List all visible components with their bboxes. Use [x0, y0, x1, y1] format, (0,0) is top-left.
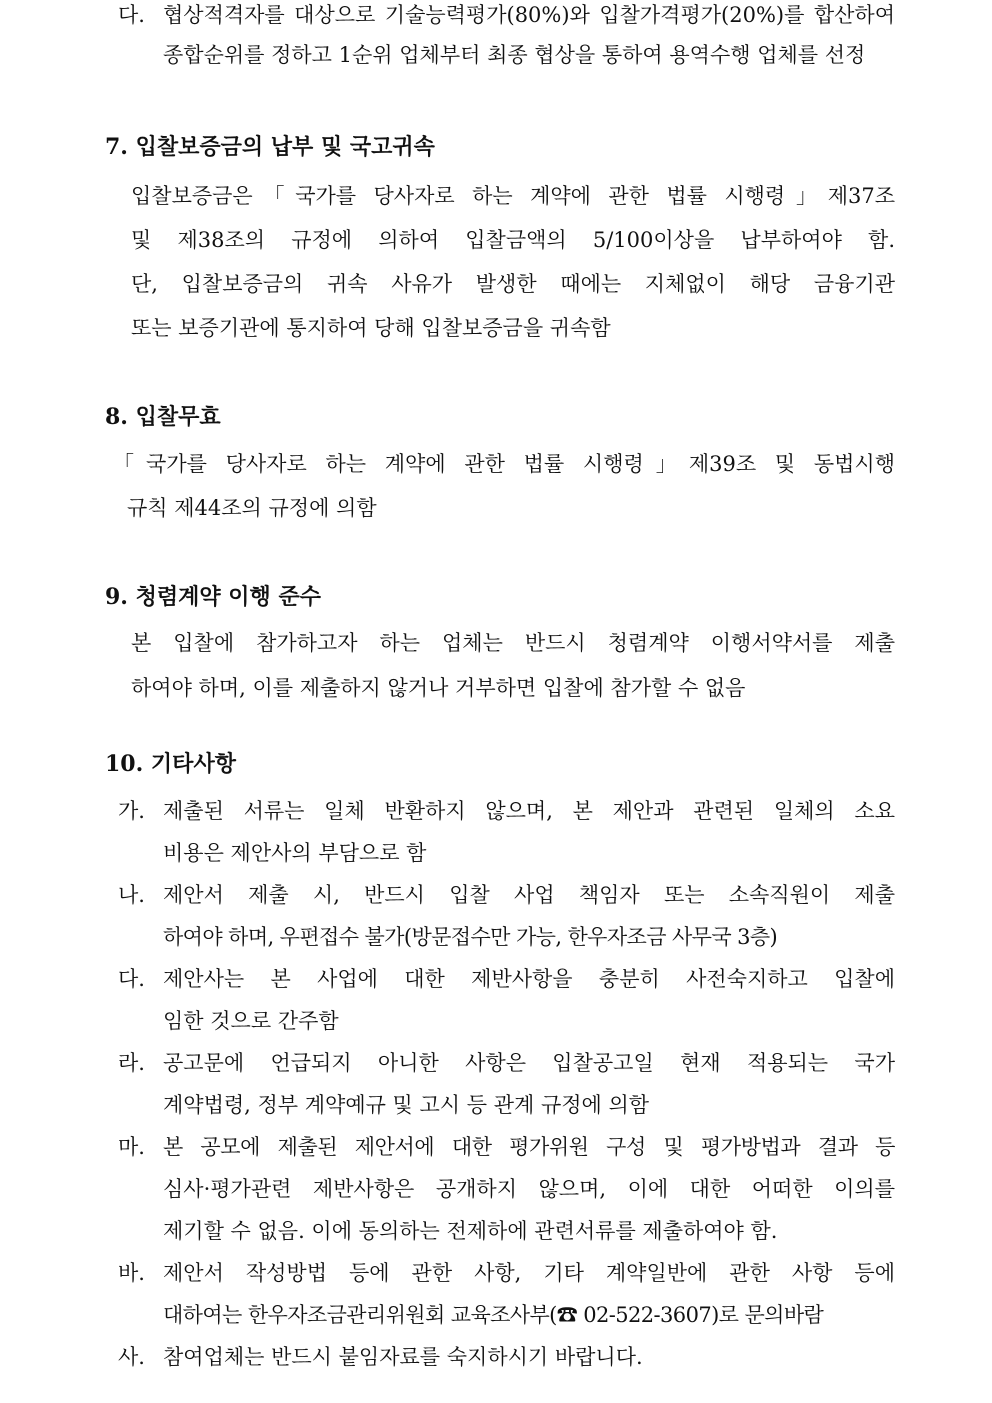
- item-marker: 바.: [118, 1261, 145, 1285]
- section-heading: 7. 입찰보증금의 납부 및 국고귀속: [105, 134, 435, 160]
- item-marker: 나.: [118, 883, 145, 907]
- item-marker: 다.: [118, 3, 145, 27]
- paragraph-line: 제기할 수 없음. 이에 동의하는 전제하에 관련서류를 제출하여야 함.: [163, 1219, 778, 1243]
- paragraph-line: 임한 것으로 간주함: [163, 1009, 339, 1033]
- paragraph-line: 본 입찰에 참가하고자 하는 업체는 반드시 청렴계약 이행서약서를 제출: [131, 631, 895, 655]
- paragraph-line: 공고문에 언급되지 아니한 사항은 입찰공고일 현재 적용되는 국가: [163, 1051, 895, 1075]
- paragraph-line: 「국가를 당사자로 하는 계약에 관한 법률 시행령」제39조 및 동법시행: [113, 452, 895, 476]
- paragraph-line: 단, 입찰보증금의 귀속 사유가 발생한 때에는 지체없이 해당 금융기관: [131, 272, 895, 296]
- paragraph-line: 하여야 하며, 우편접수 불가(방문접수만 가능, 한우자조금 사무국 3층): [163, 925, 778, 949]
- section-heading: 8. 입찰무효: [105, 404, 221, 430]
- paragraph-line: 협상적격자를 대상으로 기술능력평가(80%)와 입찰가격평가(20%)를 합산하여: [163, 3, 895, 27]
- section-heading: 9. 청렴계약 이행 준수: [105, 584, 321, 610]
- paragraph-line: 비용은 제안사의 부담으로 함: [163, 841, 427, 865]
- paragraph-line: 및 제38조의 규정에 의하여 입찰금액의 5/100이상을 납부하여야 함.: [131, 228, 895, 252]
- paragraph-line: 종합순위를 정하고 1순위 업체부터 최종 협상을 통하여 용역수행 업체를 선정: [163, 43, 866, 67]
- paragraph-line: 또는 보증기관에 통지하여 당해 입찰보증금을 귀속함: [131, 316, 611, 340]
- paragraph-line: 심사·평가관련 제반사항은 공개하지 않으며, 이에 대한 어떠한 이의를: [163, 1177, 895, 1201]
- paragraph-line: 대하여는 한우자조금관리위원회 교육조사부(☎ 02-522-3607)로 문의바람: [163, 1303, 824, 1327]
- paragraph-line: 본 공모에 제출된 제안서에 대한 평가위원 구성 및 평가방법과 결과 등: [163, 1135, 895, 1159]
- paragraph-line: 제안서 제출 시, 반드시 입찰 사업 책임자 또는 소속직원이 제출: [163, 883, 895, 907]
- paragraph-line: 입찰보증금은「국가를 당사자로 하는 계약에 관한 법률 시행령」제37조: [131, 184, 895, 208]
- paragraph-line: 제안사는 본 사업에 대한 제반사항을 충분히 사전숙지하고 입찰에: [163, 967, 895, 991]
- section-heading: 10. 기타사항: [105, 751, 236, 777]
- item-marker: 다.: [118, 967, 145, 991]
- paragraph-line: 하여야 하며, 이를 제출하지 않거나 거부하면 입찰에 참가할 수 없음: [131, 676, 746, 700]
- item-marker: 가.: [118, 799, 145, 823]
- paragraph-line: 제안서 작성방법 등에 관한 사항, 기타 계약일반에 관한 사항 등에: [163, 1261, 895, 1285]
- paragraph-line: 규칙 제44조의 규정에 의함: [127, 496, 377, 520]
- item-marker: 라.: [118, 1051, 145, 1075]
- paragraph-line: 제출된 서류는 일체 반환하지 않으며, 본 제안과 관련된 일체의 소요: [163, 799, 895, 823]
- paragraph-line: 계약법령, 정부 계약예규 및 고시 등 관계 규정에 의함: [163, 1093, 650, 1117]
- paragraph-line: 참여업체는 반드시 붙임자료를 숙지하시기 바랍니다.: [163, 1345, 643, 1369]
- item-marker: 마.: [118, 1135, 145, 1159]
- item-marker: 사.: [118, 1345, 145, 1369]
